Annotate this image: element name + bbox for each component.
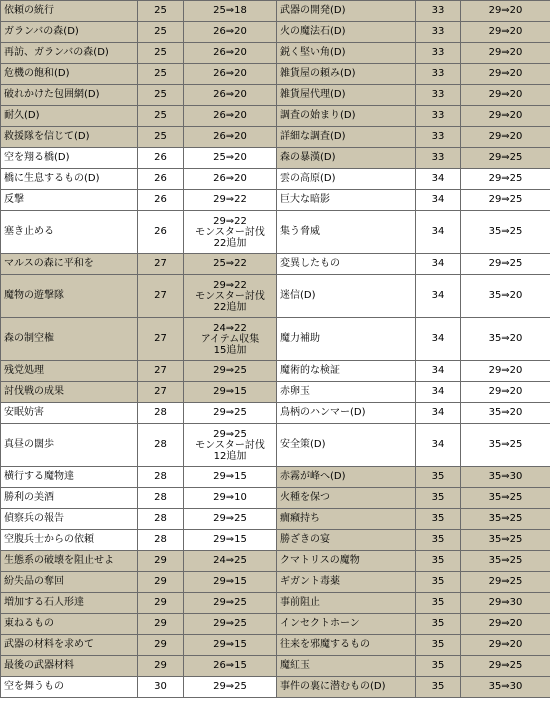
- level-cell: 35: [416, 488, 461, 509]
- change-cell: 24⇒25: [184, 551, 277, 572]
- change-cell: 35⇒25: [461, 424, 550, 467]
- level-cell: 35: [416, 509, 461, 530]
- change-cell: 35⇒25: [461, 509, 550, 530]
- quest-name-cell: 空を翔る橋(D): [1, 148, 138, 169]
- change-cell: 29⇒20: [461, 127, 550, 148]
- change-cell: 29⇒22: [184, 190, 277, 211]
- change-cell: 26⇒20: [184, 127, 277, 148]
- level-cell: 35: [416, 677, 461, 698]
- level-cell: 26: [138, 148, 184, 169]
- quest-name-cell: 雑貨屋代理(D): [277, 85, 416, 106]
- level-cell: 27: [138, 318, 184, 361]
- quest-name-cell: 討伐戦の成果: [1, 382, 138, 403]
- change-cell: 26⇒20: [184, 43, 277, 64]
- quest-name-cell: 再訪、ガランバの森(D): [1, 43, 138, 64]
- quest-name-cell: インセクトホーン: [277, 614, 416, 635]
- quest-table-right: [276, 0, 550, 698]
- level-cell: 34: [416, 190, 461, 211]
- table-row: [1, 488, 277, 509]
- change-cell: 29⇒25: [184, 509, 277, 530]
- change-cell: 26⇒20: [184, 106, 277, 127]
- level-cell: 28: [138, 424, 184, 467]
- level-cell: 25: [138, 85, 184, 106]
- quest-name-cell: 横行する魔物達: [1, 467, 138, 488]
- quest-name-cell: 勝利の美酒: [1, 488, 138, 509]
- change-cell: 25⇒20: [184, 148, 277, 169]
- change-cell: 26⇒15: [184, 656, 277, 677]
- quest-name-cell: 森の暴漢(D): [277, 148, 416, 169]
- table-row: [1, 530, 277, 551]
- quest-name-cell: 魔紅玉: [277, 656, 416, 677]
- level-cell: 33: [416, 85, 461, 106]
- level-cell: 33: [416, 127, 461, 148]
- level-cell: 30: [138, 677, 184, 698]
- quest-name-cell: 破れかけた包囲網(D): [1, 85, 138, 106]
- table-row: [1, 551, 277, 572]
- table-row: [1, 614, 277, 635]
- level-cell: 27: [138, 382, 184, 403]
- quest-name-cell: 紛失品の奪回: [1, 572, 138, 593]
- level-cell: 34: [416, 275, 461, 318]
- table-row: [277, 403, 550, 424]
- quest-name-cell: 森の制空権: [1, 318, 138, 361]
- quest-name-cell: 調査の始まり(D): [277, 106, 416, 127]
- change-cell: 29⇒15: [184, 530, 277, 551]
- table-row: [277, 211, 550, 254]
- change-cell: 35⇒20: [461, 403, 550, 424]
- change-cell: 29⇒22 モンスター討伐 22追加: [184, 211, 277, 254]
- table-row: [277, 424, 550, 467]
- change-cell: 29⇒25: [461, 169, 550, 190]
- quest-name-cell: 生態系の破壊を阻止せよ: [1, 551, 138, 572]
- table-row: [277, 656, 550, 677]
- quest-name-cell: 安眠妨害: [1, 403, 138, 424]
- table-row: [1, 127, 277, 148]
- table-row: [277, 509, 550, 530]
- quest-name-cell: 橋に生息するもの(D): [1, 169, 138, 190]
- quest-name-cell: ギガント毒薬: [277, 572, 416, 593]
- table-row: [1, 275, 277, 318]
- quest-name-cell: ガランバの森(D): [1, 22, 138, 43]
- quest-name-cell: 残党処理: [1, 361, 138, 382]
- quest-name-cell: 詳細な調査(D): [277, 127, 416, 148]
- table-row: [1, 211, 277, 254]
- table-row: [1, 318, 277, 361]
- table-row: [277, 43, 550, 64]
- table-row: [277, 64, 550, 85]
- level-cell: 25: [138, 43, 184, 64]
- quest-name-cell: 魔力補助: [277, 318, 416, 361]
- table-row: [1, 43, 277, 64]
- quest-name-cell: 巨大な暗影: [277, 190, 416, 211]
- level-cell: 27: [138, 361, 184, 382]
- table-row: [277, 467, 550, 488]
- quest-name-cell: 癇癪持ち: [277, 509, 416, 530]
- level-cell: 34: [416, 318, 461, 361]
- table-row: [277, 169, 550, 190]
- quest-name-cell: 鳥柄のハンマー(D): [277, 403, 416, 424]
- quest-name-cell: 魔物の遊撃隊: [1, 275, 138, 318]
- quest-name-cell: 勝ざきの宴: [277, 530, 416, 551]
- level-cell: 28: [138, 403, 184, 424]
- level-cell: 25: [138, 64, 184, 85]
- quest-name-cell: 救援隊を信じて(D): [1, 127, 138, 148]
- level-cell: 33: [416, 43, 461, 64]
- table-row: [1, 382, 277, 403]
- level-cell: 33: [416, 1, 461, 22]
- table-row: [1, 1, 277, 22]
- change-cell: 35⇒25: [461, 488, 550, 509]
- change-cell: 26⇒20: [184, 169, 277, 190]
- quest-name-cell: 事件の裏に潜むもの(D): [277, 677, 416, 698]
- change-cell: 29⇒15: [184, 382, 277, 403]
- table-row: [1, 403, 277, 424]
- quest-name-cell: 集う脅威: [277, 211, 416, 254]
- change-cell: 35⇒25: [461, 551, 550, 572]
- level-cell: 35: [416, 656, 461, 677]
- table-row: [1, 361, 277, 382]
- change-cell: 26⇒20: [184, 22, 277, 43]
- quest-name-cell: 危機の飽和(D): [1, 64, 138, 85]
- quest-name-cell: 武器の材料を求めて: [1, 635, 138, 656]
- table-row: [277, 318, 550, 361]
- change-cell: 29⇒25: [461, 190, 550, 211]
- change-cell: 29⇒25: [461, 656, 550, 677]
- table-row: [1, 106, 277, 127]
- change-cell: 35⇒30: [461, 677, 550, 698]
- level-cell: 35: [416, 551, 461, 572]
- table-row: [277, 361, 550, 382]
- level-cell: 34: [416, 403, 461, 424]
- change-cell: 29⇒20: [461, 43, 550, 64]
- quest-name-cell: 東ねるもの: [1, 614, 138, 635]
- table-row: [1, 148, 277, 169]
- change-cell: 35⇒25: [461, 211, 550, 254]
- level-cell: 27: [138, 254, 184, 275]
- quest-name-cell: 雑貨屋の頼み(D): [277, 64, 416, 85]
- level-cell: 28: [138, 530, 184, 551]
- level-cell: 27: [138, 275, 184, 318]
- level-cell: 29: [138, 656, 184, 677]
- level-cell: 28: [138, 467, 184, 488]
- level-cell: 34: [416, 211, 461, 254]
- change-cell: 35⇒30: [461, 467, 550, 488]
- table-row: [1, 635, 277, 656]
- table-row: [1, 656, 277, 677]
- table-row: [277, 593, 550, 614]
- level-cell: 29: [138, 593, 184, 614]
- level-cell: 26: [138, 190, 184, 211]
- table-row: [277, 614, 550, 635]
- change-cell: 29⇒25 モンスター討伐 12追加: [184, 424, 277, 467]
- change-cell: 29⇒15: [184, 467, 277, 488]
- level-cell: 25: [138, 127, 184, 148]
- table-row: [1, 169, 277, 190]
- level-cell: 33: [416, 22, 461, 43]
- change-cell: 35⇒20: [461, 275, 550, 318]
- table-row: [277, 488, 550, 509]
- quest-name-cell: 迷信(D): [277, 275, 416, 318]
- quest-name-cell: クマトリスの魔物: [277, 551, 416, 572]
- table-row: [1, 64, 277, 85]
- level-cell: 29: [138, 551, 184, 572]
- level-cell: 35: [416, 593, 461, 614]
- table-row: [277, 106, 550, 127]
- level-cell: 26: [138, 169, 184, 190]
- change-cell: 29⇒20: [461, 106, 550, 127]
- level-cell: 33: [416, 64, 461, 85]
- table-row: [277, 551, 550, 572]
- change-cell: 29⇒20: [461, 1, 550, 22]
- table-row: [1, 424, 277, 467]
- table-row: [1, 254, 277, 275]
- quest-name-cell: 安全策(D): [277, 424, 416, 467]
- quest-name-cell: 最後の武器材料: [1, 656, 138, 677]
- change-cell: 24⇒22 アイテム収集 15追加: [184, 318, 277, 361]
- quest-name-cell: 魔術的な検証: [277, 361, 416, 382]
- table-row: [1, 190, 277, 211]
- table-row: [1, 509, 277, 530]
- level-cell: 28: [138, 509, 184, 530]
- table-row: [277, 572, 550, 593]
- table-row: [277, 85, 550, 106]
- level-cell: 35: [416, 614, 461, 635]
- change-cell: 29⇒25: [461, 572, 550, 593]
- change-cell: 29⇒25: [461, 148, 550, 169]
- change-cell: 29⇒20: [461, 614, 550, 635]
- table-row: [277, 677, 550, 698]
- quest-name-cell: 増加する石人形達: [1, 593, 138, 614]
- quest-name-cell: 事前阻止: [277, 593, 416, 614]
- level-cell: 34: [416, 254, 461, 275]
- table-row: [277, 635, 550, 656]
- change-cell: 29⇒30: [461, 593, 550, 614]
- table-row: [277, 190, 550, 211]
- change-cell: 29⇒22 モンスター討伐 22追加: [184, 275, 277, 318]
- quest-name-cell: 雲の高原(D): [277, 169, 416, 190]
- quest-name-cell: 塞き止める: [1, 211, 138, 254]
- quest-name-cell: 空腹兵士からの依頼: [1, 530, 138, 551]
- level-cell: 34: [416, 361, 461, 382]
- change-cell: 29⇒25: [184, 593, 277, 614]
- change-cell: 29⇒15: [184, 572, 277, 593]
- quest-name-cell: 反撃: [1, 190, 138, 211]
- change-cell: 35⇒20: [461, 318, 550, 361]
- change-cell: 29⇒20: [461, 361, 550, 382]
- quest-name-cell: 偵察兵の報告: [1, 509, 138, 530]
- quest-name-cell: 真昼の闊歩: [1, 424, 138, 467]
- level-cell: 35: [416, 530, 461, 551]
- table-row: [1, 677, 277, 698]
- level-cell: 35: [416, 635, 461, 656]
- quest-name-cell: 鋭く堅い角(D): [277, 43, 416, 64]
- quest-name-cell: マルスの森に平和を: [1, 254, 138, 275]
- level-cell: 34: [416, 424, 461, 467]
- table-row: [277, 382, 550, 403]
- level-cell: 33: [416, 148, 461, 169]
- table-row: [277, 275, 550, 318]
- level-cell: 34: [416, 382, 461, 403]
- level-cell: 26: [138, 211, 184, 254]
- change-cell: 29⇒25: [184, 677, 277, 698]
- table-row: [277, 1, 550, 22]
- table-row: [1, 593, 277, 614]
- change-cell: 29⇒20: [461, 635, 550, 656]
- quest-name-cell: 耐久(D): [1, 106, 138, 127]
- change-cell: 29⇒15: [184, 635, 277, 656]
- quest-name-cell: 赤卵玉: [277, 382, 416, 403]
- level-cell: 25: [138, 1, 184, 22]
- change-cell: 29⇒25: [184, 361, 277, 382]
- level-cell: 25: [138, 22, 184, 43]
- table-row: [277, 254, 550, 275]
- level-cell: 33: [416, 106, 461, 127]
- level-cell: 35: [416, 467, 461, 488]
- table-row: [277, 148, 550, 169]
- table-row: [277, 530, 550, 551]
- change-cell: 29⇒25: [184, 403, 277, 424]
- table-row: [1, 85, 277, 106]
- change-cell: 29⇒20: [461, 64, 550, 85]
- change-cell: 29⇒10: [184, 488, 277, 509]
- table-row: [1, 467, 277, 488]
- level-cell: 29: [138, 635, 184, 656]
- quest-name-cell: 往来を邪魔するもの: [277, 635, 416, 656]
- quest-name-cell: 火種を保つ: [277, 488, 416, 509]
- change-cell: 35⇒25: [461, 530, 550, 551]
- quest-name-cell: 依頼の統行: [1, 1, 138, 22]
- quest-name-cell: 空を舞うもの: [1, 677, 138, 698]
- table-row: [277, 22, 550, 43]
- change-cell: 29⇒20: [461, 85, 550, 106]
- change-cell: 25⇒18: [184, 1, 277, 22]
- level-cell: 28: [138, 488, 184, 509]
- change-cell: 29⇒20: [461, 22, 550, 43]
- level-cell: 35: [416, 572, 461, 593]
- level-cell: 25: [138, 106, 184, 127]
- table-row: [1, 22, 277, 43]
- change-cell: 26⇒20: [184, 85, 277, 106]
- change-cell: 26⇒20: [184, 64, 277, 85]
- table-row: [277, 127, 550, 148]
- quest-name-cell: 武器の開発(D): [277, 1, 416, 22]
- change-cell: 25⇒22: [184, 254, 277, 275]
- table-row: [1, 572, 277, 593]
- level-cell: 29: [138, 572, 184, 593]
- change-cell: 29⇒25: [461, 254, 550, 275]
- level-cell: 34: [416, 169, 461, 190]
- quest-name-cell: 変異したもの: [277, 254, 416, 275]
- change-cell: 29⇒25: [184, 614, 277, 635]
- change-cell: 29⇒20: [461, 382, 550, 403]
- level-cell: 29: [138, 614, 184, 635]
- quest-name-cell: 赤霧が峰へ(D): [277, 467, 416, 488]
- quest-name-cell: 火の魔法石(D): [277, 22, 416, 43]
